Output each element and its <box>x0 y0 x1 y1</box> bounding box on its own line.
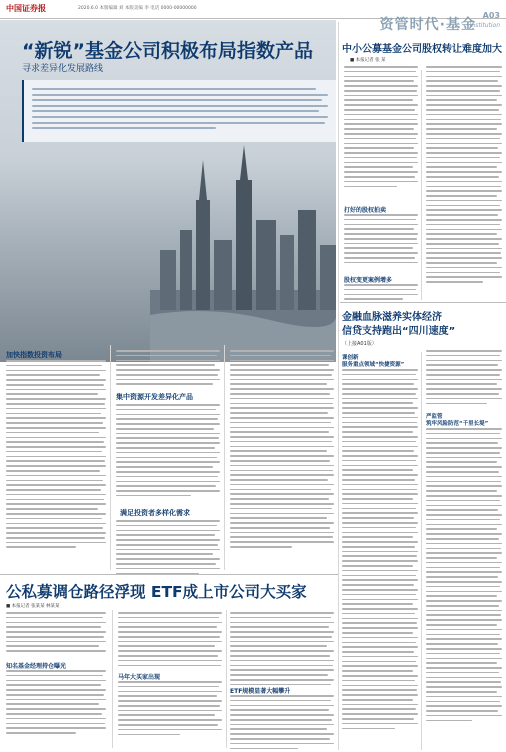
bottom-subheading-big-buyers: 马年大买家出现 <box>118 674 161 681</box>
right-headline-2-line1: 金融血脉滋养实体经济 <box>342 312 442 323</box>
continued-from-note: （上接A01版） <box>342 341 377 347</box>
bottom-subheading-etf-growth: ETF规模显著大幅攀升 <box>230 688 291 695</box>
bottom-text-col1 <box>6 612 106 655</box>
right-subheading-equity-change: 股权变更案例增多 <box>344 277 393 284</box>
bottom-subheading-manager-holdings: 知名基金经理持仓曝光 <box>6 663 67 670</box>
right1-text-col2 <box>426 66 502 286</box>
bottom-text-col3 <box>230 612 334 689</box>
body-text-col2-mid <box>116 404 220 500</box>
bottom-text-col2b <box>118 681 222 738</box>
body-text-col2-bottom <box>116 520 220 577</box>
lead-summary-text <box>32 88 328 133</box>
main-subheadline: 寻求差异化发展路线 <box>22 64 104 74</box>
right-byline-1: ■ 本报记者 张 某 <box>350 58 386 63</box>
lead-summary-box <box>22 80 336 142</box>
right2-text-col1 <box>342 369 418 732</box>
right-headline-1: 中小公募基金公司股权转让难度加大 <box>342 44 502 55</box>
right1-text-col1c <box>344 284 418 303</box>
page-number: A03 <box>482 11 500 20</box>
right1-text-col1 <box>344 66 418 190</box>
body-text-col1 <box>6 360 106 551</box>
right2-subheading-1b: 服务重点领域“快捷资源” <box>342 362 405 368</box>
bottom-text-col3b <box>230 695 334 752</box>
right2-subheading-2b: 筑牢风险防范“千里长堤” <box>426 421 489 427</box>
newspaper-logo: 中国证券报 <box>6 3 46 13</box>
bottom-story-rule <box>0 574 338 575</box>
right-subheading-equity-auction: 打好的股权拍卖 <box>344 207 387 214</box>
bottom-byline: ■ 本报记者 张某某 林某某 <box>6 604 60 609</box>
subheading-differentiated-products: 集中资源开发差异化产品 <box>116 393 193 401</box>
section-title: 资管时代·基金 <box>379 17 476 33</box>
bottom-text-col2 <box>118 612 222 669</box>
main-headline: “新锐”基金公司积极布局指数产品 <box>22 40 313 62</box>
section-header <box>330 6 506 32</box>
right1-text-col1b <box>344 214 418 267</box>
right2-text-col2 <box>426 428 502 724</box>
body-text-col3 <box>230 350 334 551</box>
bottom-headline: 公私募调仓路径浮现 ETF成上市公司大买家 <box>6 583 307 601</box>
subheading-index-investment: 加快指数投资布局 <box>6 351 62 359</box>
right2-subheading-1a: 课创新 <box>342 355 359 361</box>
body-text-col2-top <box>116 350 220 388</box>
right2-text-col2-top <box>426 350 502 407</box>
masthead-meta: 2020.6.0 本版编辑 刘 本版美编 李 电话 0000-00000000 <box>78 6 197 11</box>
subheading-diverse-needs: 满足投资者多样化需求 <box>120 509 190 517</box>
right2-subheading-2a: 严监管 <box>426 414 443 420</box>
skyline-illustration <box>150 140 336 362</box>
bottom-text-col1b <box>6 670 106 737</box>
section-title-en: Institution <box>469 22 500 29</box>
right-headline-2-line2: 信贷支持跑出“四川速度” <box>342 326 456 337</box>
